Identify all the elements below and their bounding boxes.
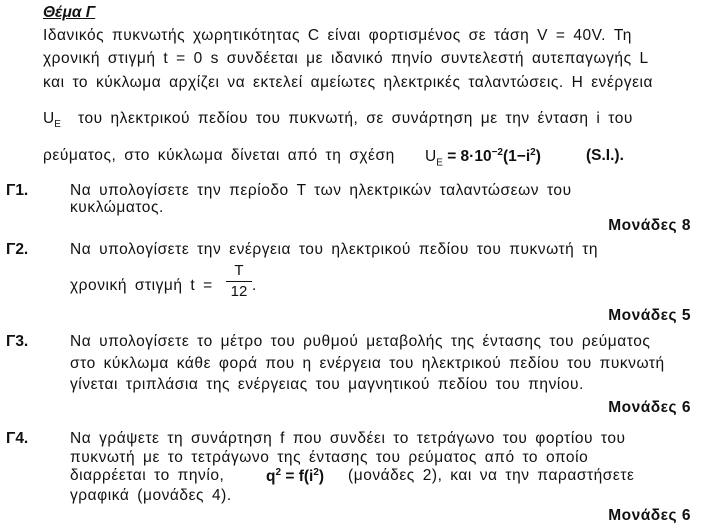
g2-marks: Μονάδες 5 xyxy=(608,307,691,324)
intro-line-5: ρεύματος, στο κύκλωμα δίνεται από τη σχέση xyxy=(43,147,395,164)
intro-line-4: του ηλεκτρικού πεδίου του πυκνωτή, σε συνάρτηση με την ένταση i του xyxy=(78,110,633,127)
question-id-g1: Γ1. xyxy=(6,182,29,199)
energy-symbol: $U_E$ xyxy=(43,110,61,131)
intro-line-2: χρονική στιγμή t = 0 s συνδέεται με ιδανικό πηνίο συντελεστή αυτεπαγωγής L xyxy=(43,50,649,67)
g2-line-2: χρονική στιγμή t = xyxy=(70,277,213,294)
question-id-g4: Γ4. xyxy=(6,430,29,447)
si-units: (S.I.). xyxy=(586,147,624,164)
fraction-t-over-12: T 12 xyxy=(226,262,252,301)
g2-period: . xyxy=(252,277,257,294)
intro-line-1: Ιδανικός πυκνωτής χωρητικότητας C είναι φορτισμένος σε τάση V = 40V. Τη xyxy=(43,27,632,44)
g3-line-1: Να υπολογίσετε το μέτρο του ρυθμού μεταβολής της έντασης του ρεύματος xyxy=(70,333,651,350)
energy-equation: $U_E = 8\cdot 10^{-2}(1-i^2)$ xyxy=(425,147,541,169)
g3-line-2: στο κύκλωμα κάθε φορά που η ενέργεια του ηλεκτρικού πεδίου του πυκνωτή xyxy=(70,355,665,372)
g2-line-1: Να υπολογίσετε την ενέργεια του ηλεκτρικού πεδίου του πυκνωτή τη xyxy=(70,241,599,258)
section-title: Θέμα Γ xyxy=(43,4,96,21)
g3-marks: Μονάδες 6 xyxy=(608,399,691,416)
g4-marks: Μονάδες 6 xyxy=(608,507,691,524)
g4-line-1: Να γράψετε τη συνάρτηση f που συνδέει το τετράγωνο του φορτίου του xyxy=(70,430,626,447)
question-id-g2: Γ2. xyxy=(6,241,29,258)
g4-line-4: γραφικά (μονάδες 4). xyxy=(70,487,232,504)
g4-line-3: διαρρέεται το πηνίο, xyxy=(70,467,225,484)
g1-line-1: Να υπολογίσετε την περίοδο T των ηλεκτρικών ταλαντώσεων του xyxy=(70,182,572,199)
g3-line-3: γίνεται τριπλάσια της ενέργειας του μαγνητικού πεδίου του πηνίου. xyxy=(70,376,584,393)
g1-marks: Μονάδες 8 xyxy=(608,217,691,234)
g4-line-2: πυκνωτή με το τετράγωνο της έντασης του ρεύματος από το οποίο xyxy=(70,449,589,466)
intro-line-3: και το κύκλωμα αρχίζει να εκτελεί αμείωτες ηλεκτρικές ταλαντώσεις. Η ενέργεια xyxy=(43,74,654,91)
g4-line-3b: (μονάδες 2), και να την παραστήσετε xyxy=(348,467,635,484)
g4-formula: $q^2 = f(i^2)$ xyxy=(266,467,325,486)
g1-line-2: κυκλώματος. xyxy=(70,199,164,216)
question-id-g3: Γ3. xyxy=(6,333,29,350)
